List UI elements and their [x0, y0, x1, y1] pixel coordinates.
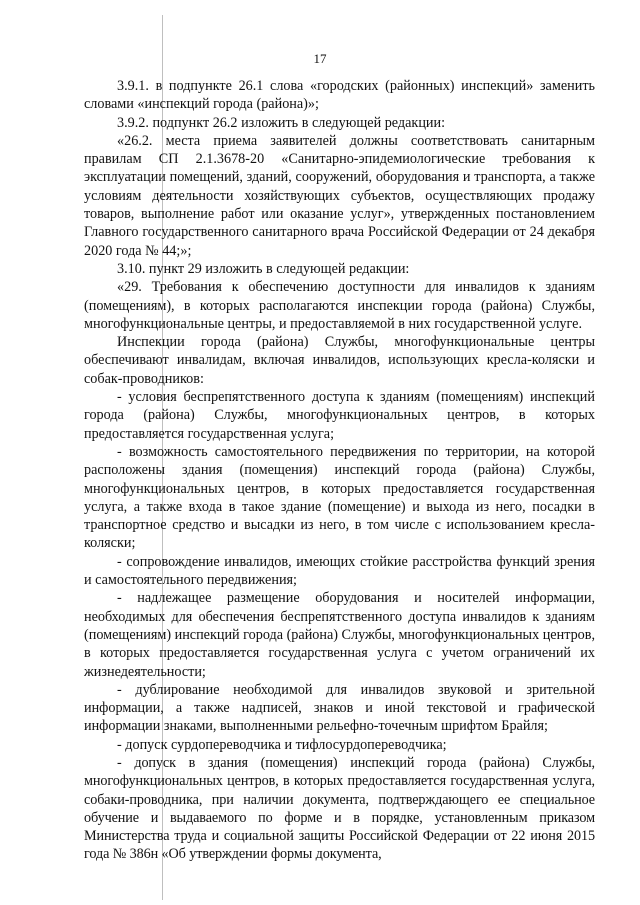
paragraph-3-10: 3.10. пункт 29 изложить в следующей редакции: — [117, 260, 410, 277]
list-item-equipment-placement: - надлежащее размещение оборудования и носителей информации, необходимых для обеспечения беспрепятственного доступа инвалидов к зданиям (помещениям) инспекций города (района) Службы, многофункциональных центров, в которых предоставляется государственная услуга с учетом ограничений их жизнедеятельности; — [84, 590, 595, 680]
list-item-interpreter-admission: - допуск сурдопереводчика и тифлосурдопереводчика; — [117, 736, 447, 753]
list-item-info-duplication: - дублирование необходимой для инвалидов звуковой и зрительной информации, а также надписей, знаков и иной текстовой и графической информации знаками, выполненными рельефно-точечным шрифтом Брайля; — [84, 681, 595, 735]
paragraph-inspections-provide: Инспекции города (района) Службы, многофункциональные центры обеспечивают инвалидам, включая инвалидов, использующих кресла-коляски и собак-проводников: — [84, 334, 595, 387]
document-body — [84, 77, 595, 864]
paragraph-3-9-1: 3.9.1. в подпункте 26.1 слова «городских (районных) инспекций» заменить словами «инспекций города (района)»; — [84, 78, 595, 113]
page-number: 17 — [313, 51, 327, 66]
paragraph-3-9-2: 3.9.2. подпункт 26.2 изложить в следующей редакции: — [117, 114, 446, 131]
paragraph-26-2: «26.2. места приема заявителей должны соответствовать санитарным правилам СП 2.1.3678-20 «Санитарно-эпидемиологические требования к эксплуатации помещений, зданий, сооружений, оборудования и транспорта, а также условиям деятельности хозяйствующих субъектов, осуществляющих продажу товаров, выполнение работ или оказание услуг», утвержденных постановлением Главного государственного санитарного врача Российской Федерации от 24 декабря 2020 года № 44;»; — [84, 132, 595, 259]
list-item-escort: - сопровождение инвалидов, имеющих стойкие расстройства функций зрения и самостоятельного передвижения; — [84, 553, 595, 589]
list-item-guide-dog-admission: - допуск в здания (помещения) инспекций города (района) Службы, многофункциональных центров, в которых предоставляется государственная услуга, собаки-проводника, при наличии документа, подтверждающего ее специальное обучение и выдаваемого по форме и в порядке, установленным приказом Министерства труда и социальной защиты Российской Федерации от 22 июня 2015 года № 386н «Об утверждении формы документа, — [84, 754, 595, 863]
list-item-movement: - возможность самостоятельного передвижения по территории, на которой расположены здания (помещения) инспекций города (района) Службы, многофункциональных центров, в которых предоставляется государственная услуга, а также входа в такое здание (помещение) и выхода из него, посадки в транспортное средство и высадки из него, в том числе с использованием кресла-коляски; — [84, 443, 595, 552]
list-item-access-conditions: - условия беспрепятственного доступа к зданиям (помещениям) инспекций города (района) Службы, многофункциональных центров, в которых предоставляется государственная услуга; — [84, 389, 595, 442]
paragraph-29: «29. Требования к обеспечению доступности для инвалидов к зданиям (помещениям), в которых располагаются инспекции города (района) Службы, многофункциональные центры, и предоставляемой в них государственной услуге. — [84, 279, 595, 332]
